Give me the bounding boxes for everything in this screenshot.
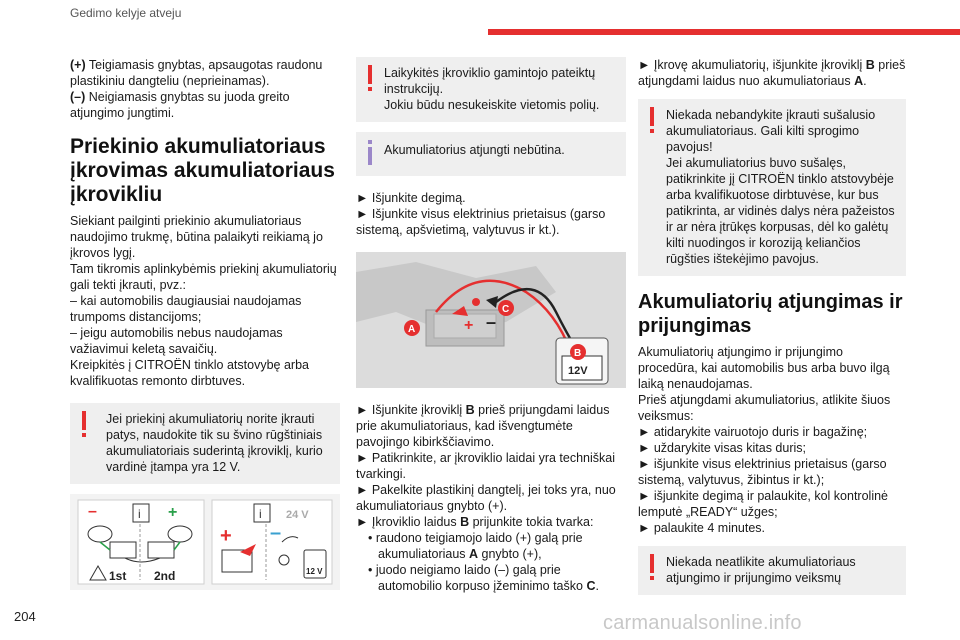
body-line: ► atidarykite vairuotojo duris ir bagažinę; xyxy=(638,425,868,439)
column-1 xyxy=(70,57,340,590)
svg-text:i: i xyxy=(259,507,262,521)
body-line: ► išjunkite degimą ir palaukite, kol kontrolinė lemputė „READY“ užges; xyxy=(638,489,888,519)
voltage-24v-label: 24 V xyxy=(286,509,309,521)
warning-note-disconnect xyxy=(638,546,906,595)
step-first-label: 1st xyxy=(109,569,127,583)
step-lift-cover: ► Pakelkite plastikinį dangtelį, jei toks yra, nuo akumuliatoriaus gnybto (+). xyxy=(356,483,616,513)
section-heading-charging: Priekinio akumuliatoriaus įkrovimas akumuliatoriaus įkrovikliu xyxy=(70,135,335,206)
info-icon xyxy=(365,140,375,168)
warning-note-charger xyxy=(70,403,340,484)
disconnect-body xyxy=(638,344,906,536)
minus-sign-right: – xyxy=(270,522,282,544)
battery-charger-illustration xyxy=(356,252,626,388)
step-line: ► Išjunkite degimą. xyxy=(356,191,466,205)
body-line: – jeigu automobilis nebus naudojamas važiavimui keletą savaičių. xyxy=(70,326,283,356)
step-line: ► Išjunkite visus elektrinius prietaisus (garso sistemą, apšvietimą, valytuvus ir kt.). xyxy=(356,207,606,237)
plus-sign-right: + xyxy=(220,525,232,547)
substep-black-cable: • juodo neigiamo laido (–) galą prie automobilio korpuso įžeminimo taško C. xyxy=(368,563,599,593)
charging-body xyxy=(70,213,340,389)
column-2 xyxy=(356,57,626,594)
voltage-12v-label: 12 V xyxy=(306,567,323,576)
section-heading-disconnect: Akumuliatorių atjungimas ir prijungimas xyxy=(638,291,903,337)
body-line: Tam tikromis aplinkybėmis priekinį akumuliatorių gali tekti įkrauti, pvz.: xyxy=(70,262,337,292)
intro-positive xyxy=(70,57,340,89)
body-line: ► išjunkite visus elektrinius prietaisus (garso sistemą, valytuvus, žibintus ir kt.); xyxy=(638,457,887,487)
body-line: ► uždarykite visas kitas duris; xyxy=(638,441,806,455)
charger-voltage-label: 12V xyxy=(568,365,588,377)
body-line: Akumuliatorių atjungimo ir prijungimo procedūra, kai automobilis bus arba buvo ilgą laiką nenaudojamas. xyxy=(638,345,890,391)
step-connect-cables: ► Įkroviklio laidus B prijunkite tokia tvarka: xyxy=(356,515,594,529)
marker-a-label: A xyxy=(408,324,416,335)
negative-symbol: (–) xyxy=(70,90,86,104)
warning-icon xyxy=(647,554,657,582)
warning-text: Jei priekinį akumuliatorių norite įkrauti patys, naudokite tik su švino rūgštiniais akumuliatoriais suderintą įkroviklį, kurio vardinė įtampa yra 12 V. xyxy=(106,412,323,474)
svg-text:i: i xyxy=(138,507,141,521)
warning-note-instructions xyxy=(356,57,626,122)
battery-charger-svg xyxy=(356,252,626,388)
body-line: Kreipkitės į CITROËN tinklo atstovybę arba kvalifikuotas remonto dirbtuves. xyxy=(70,358,309,388)
step-after-charging: ► Įkrovę akumuliatorių, išjunkite įkroviklį B prieš atjungdami laidus nuo akumuliatoriaus A. xyxy=(638,58,906,88)
substep-red-cable: • raudono teigiamojo laido (+) galą prie akumuliatoriaus A gnybto (+), xyxy=(368,531,583,561)
negative-text: Neigiamasis gnybtas su juoda greito atjungimo jungtimi. xyxy=(70,90,290,120)
warning-text: Niekada neatlikite akumuliatoriaus atjungimo ir prijungimo veiksmų xyxy=(666,555,856,585)
watermark: carmanualsonline.info xyxy=(603,612,802,634)
body-line: Siekiant pailginti priekinio akumuliatoriaus naudojimo trukmę, būtina palaikyti reikiamą jo įkrovos lygį. xyxy=(70,214,323,260)
plus-sign-left: + xyxy=(168,504,178,521)
warning-icon xyxy=(79,411,89,439)
step-second-label: 2nd xyxy=(154,569,176,583)
body-line: Prieš atjungdami akumuliatorius, atlikite šiuos veiksmus: xyxy=(638,393,891,423)
info-text: Akumuliatorius atjungti nebūtina. xyxy=(384,143,565,157)
warning-note-frozen xyxy=(638,99,906,276)
battery-plus-sign: + xyxy=(464,317,474,334)
warning-text: Niekada nebandykite įkrauti sušalusio akumuliatoriaus. Gali kilti sprogimo pavojus! Jei akumuliatorius buvo sušalęs, patikrinkite jį CITROËN tinklo atstovybėje arba kvalifikuotose dirbtuvėse, kur bus patikrinta, ar vidinės dalys nėra pažeistos ir ar nėra įtrūkęs korpusas, dėl ko galėtų kilti nuodingos ir koroziją keliančios rūgšties ištekėjimo pavojus. xyxy=(666,108,895,266)
column-3 xyxy=(638,57,906,605)
charging-steps xyxy=(356,402,626,594)
marker-b-label: B xyxy=(574,348,582,359)
info-note-disconnect xyxy=(356,132,626,176)
step-check-cables: ► Patikrinkite, ar įkroviklio laidai yra techniškai tvarkingi. xyxy=(356,451,615,481)
charging-diagram-svg xyxy=(70,494,340,590)
positive-symbol: (+) xyxy=(70,58,86,72)
warning-icon xyxy=(647,107,657,135)
positive-text: Teigiamasis gnybtas, apsaugotas raudonu plastikiniu dangteliu (neprieinamas). xyxy=(70,58,323,88)
body-line: – kai automobilis daugiausiai naudojamas trumpoms distancijoms; xyxy=(70,294,302,324)
intro-negative xyxy=(70,89,340,121)
header-accent-bar xyxy=(488,29,960,35)
battery-minus-sign: – xyxy=(486,312,497,332)
warning-text: Laikykitės įkroviklio gamintojo pateiktų instrukcijų. Jokiu būdu nesukeiskite vietomis polių. xyxy=(384,66,600,112)
charging-procedure-illustration xyxy=(70,494,340,590)
warning-icon xyxy=(365,65,375,93)
minus-sign-left: – xyxy=(88,503,97,520)
marker-c-label: C xyxy=(502,304,510,315)
body-line: ► palaukite 4 minutes. xyxy=(638,521,766,535)
step-switch-off-charger: ► Išjunkite įkroviklį B prieš prijungdami laidus prie akumuliatoriaus, kad išvengtumėte pavojingo kibirkščiavimo. xyxy=(356,403,610,449)
header-title: Gedimo kelyje atveju xyxy=(70,6,182,20)
page-number: 204 xyxy=(14,609,36,624)
